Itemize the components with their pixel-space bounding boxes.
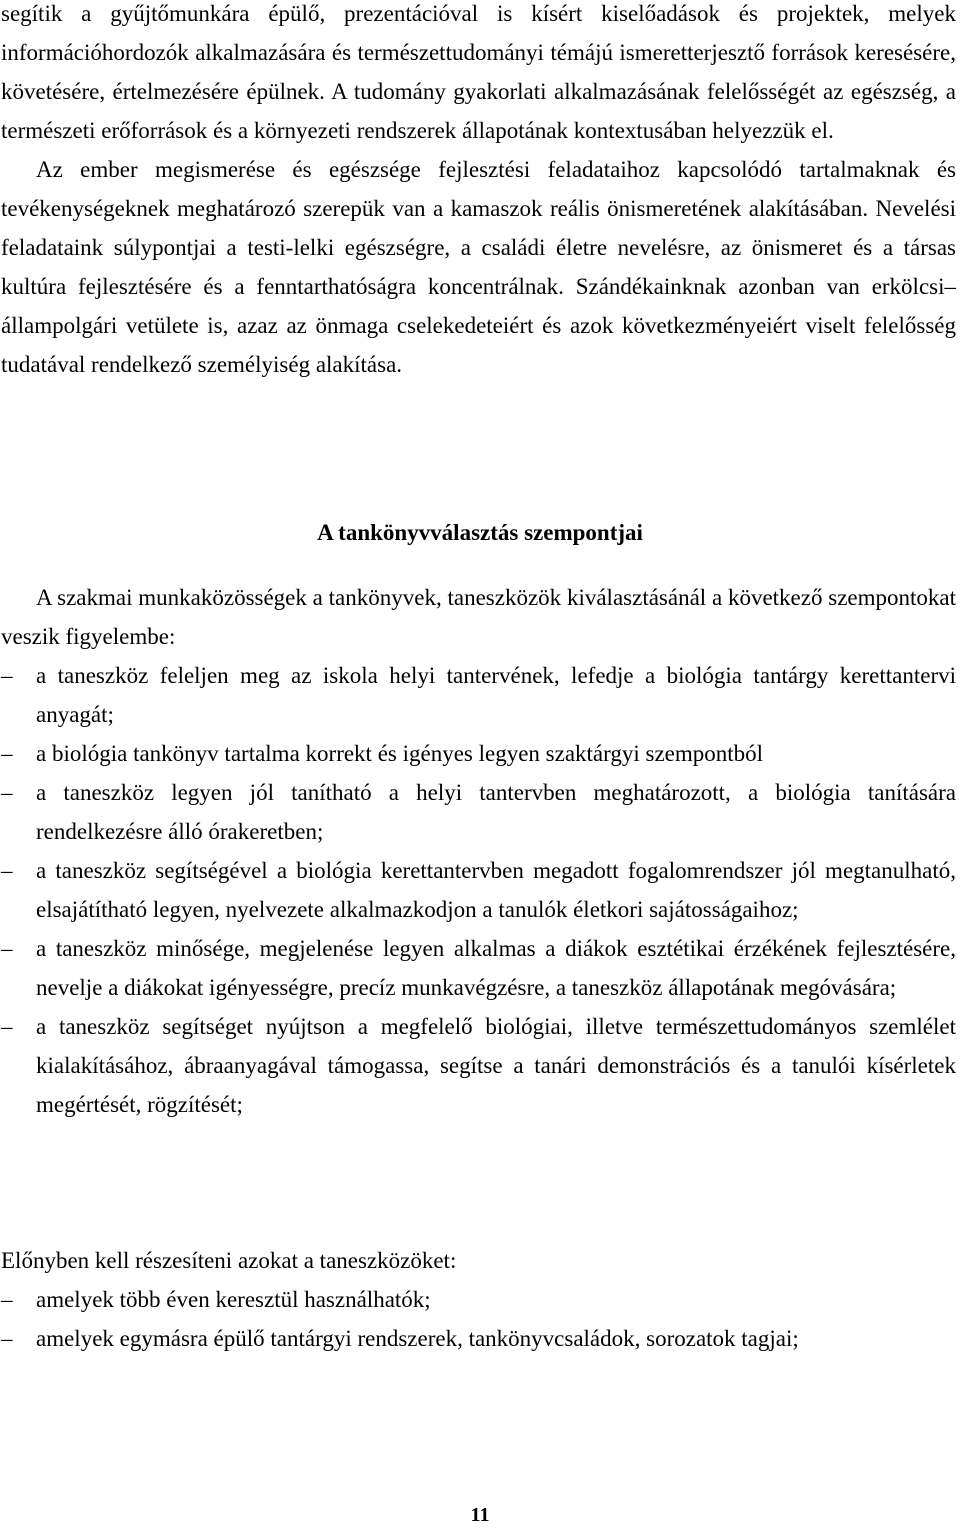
dash-bullet: – <box>1 1014 13 1039</box>
list-item-text: a taneszköz minősége, megjelenése legyen alkalmas a diákok esztétikai érzékének fejlesztésére, nevelje a diákokat igényességre, precíz munkavégzésre, a taneszköz állapotának megóvására; <box>36 936 956 1000</box>
dash-bullet: – <box>1 663 13 688</box>
list-item-text: amelyek több éven keresztül használhatók; <box>36 1287 431 1312</box>
list-item <box>1 851 956 929</box>
dash-bullet: – <box>1 858 13 883</box>
preference-list <box>1 1280 956 1358</box>
body-paragraph <box>1 0 956 384</box>
preference-intro: Előnyben kell részesíteni azokat a taneszközöket: <box>1 1248 457 1273</box>
section-intro: A szakmai munkaközösségek a tankönyvek, taneszközök kiválasztásánál a következő szempontokat veszik figyelembe: <box>1 585 956 649</box>
list-item <box>1 656 956 734</box>
list-item <box>1 773 956 851</box>
list-item <box>1 929 956 1007</box>
list-item-text: a taneszköz segítséget nyújtson a megfelelő biológiai, illetve természettudományos szemlélet kialakításához, ábraanyagával támogassa, segítse a tanári demonstrációs és a tanulói kísérletek megértését, rögzítését; <box>36 1014 956 1117</box>
dash-bullet: – <box>1 780 13 805</box>
paragraph-text: segítik a gyűjtőmunkára épülő, prezentációval is kísért kiselőadások és projektek, melyek információhordozók alkalmazására és természettudományi témájú ismeretterjesztő források keresésére, követésére, értelmezésére épülnek. A tudomány gyakorlati alkalmazásának felelősségét az egészség, a természeti erőforrások és a környezeti rendszerek állapotának kontextusában helyezzük el. <box>1 1 956 143</box>
dash-bullet: – <box>1 741 13 766</box>
list-item-text: a taneszköz legyen jól tanítható a helyi tantervben meghatározott, a biológia tanítására rendelkezésre álló órakeretben; <box>36 780 956 844</box>
list-item <box>1 1319 956 1358</box>
list-item <box>1 734 956 773</box>
list-item-text: a taneszköz segítségével a biológia kerettantervben megadott fogalomrendszer jól megtanulható, elsajátítható legyen, nyelvezete alkalmazkodjon a tanulók életkori sajátosságaihoz; <box>36 858 956 922</box>
list-item-text: a biológia tankönyv tartalma korrekt és igényes legyen szaktárgyi szempontból <box>36 741 764 766</box>
criteria-list <box>1 656 956 1124</box>
list-item <box>1 1280 956 1319</box>
list-item-text: amelyek egymásra épülő tantárgyi rendszerek, tankönyvcsaládok, sorozatok tagjai; <box>36 1326 799 1351</box>
list-item <box>1 1007 956 1124</box>
page-number: 11 <box>470 1504 490 1526</box>
dash-bullet: – <box>1 1287 13 1312</box>
paragraph-text: Az ember megismerése és egészsége fejlesztési feladataihoz kapcsolódó tartalmaknak és tevékenységeknek meghatározó szerepük van a kamaszok reális önismeretének alakításában. Nevelési feladataink súlypontjai a testi-lelki egészségre, a családi életre nevelésre, az önismeret és a társas kultúra fejlesztésére és a fenntarthatóságra koncentrálnak. Szándékainknak azonban van erkölcsi–állampolgári vetülete is, azaz az önmaga cselekedeteiért és azok következményeiért viselt felelősség tudatával rendelkező személyiség alakítása. <box>1 157 956 377</box>
dash-bullet: – <box>1 936 13 961</box>
list-item-text: a taneszköz feleljen meg az iskola helyi tantervének, lefedje a biológia tantárgy kerettantervi anyagát; <box>36 663 956 727</box>
dash-bullet: – <box>1 1326 13 1351</box>
section-heading: A tankönyvválasztás szempontjai <box>317 520 643 545</box>
